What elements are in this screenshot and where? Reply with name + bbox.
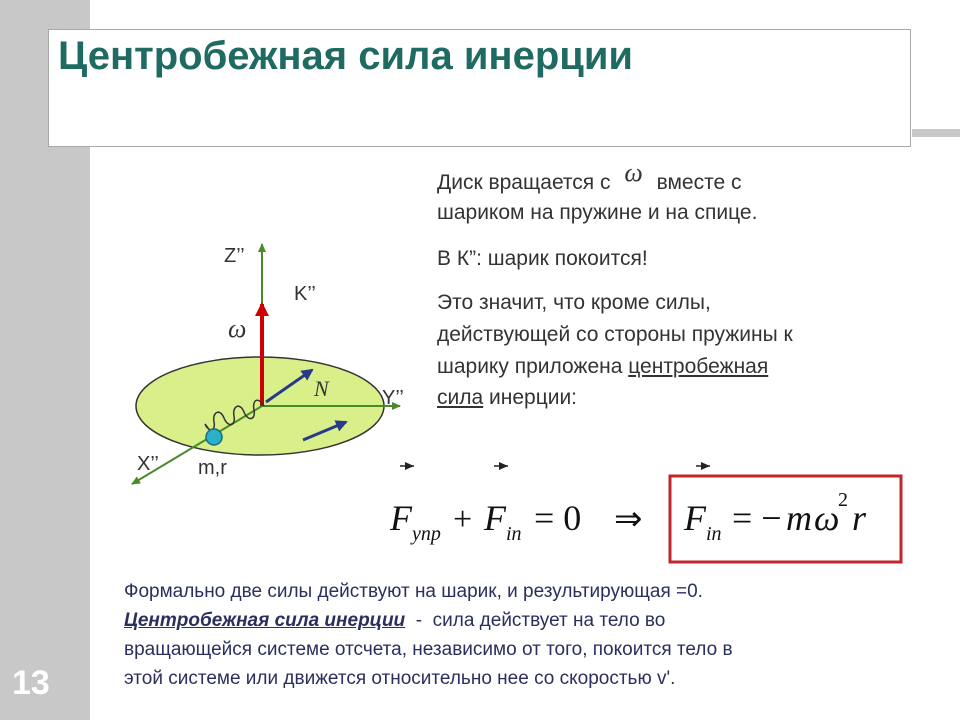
mass-radius-label: m,r [198,457,227,479]
bottom-paragraph [124,577,733,693]
p3-line4-plain: инерции: [483,386,578,409]
centrifugal-link-part2[interactable]: сила [437,386,484,409]
formula-implies: ⇒ [614,499,643,539]
formula-f-in: F [484,498,506,538]
ball [206,429,222,445]
p1-omega: ω [624,158,643,187]
result-square: 2 [838,489,848,511]
result-r: r [852,498,867,538]
z-axis-label: Z’’ [224,245,245,267]
formula-sub-upr: упр [412,523,441,545]
paragraph-force-line4 [437,383,577,412]
p1-text-b: вместе с [656,171,742,194]
bottom-line2 [124,606,733,635]
formula [389,466,901,562]
formula-f-upr: F [390,498,412,538]
result-f-in: F [684,498,706,538]
x-axis-label: X’’ [137,453,159,475]
paragraph-disk-rotation-line2: шариком на пружине и на спице. [437,201,758,224]
result-sub-in: in [706,523,722,545]
bottom-term: Центробежная сила инерции [124,610,406,631]
formula-plus: + [453,501,473,538]
result-omega: ω [814,498,840,538]
bottom-line3: вращающейся системе отсчета, независимо от того, покоится тело в [124,639,733,660]
slide-number: 13 [12,664,50,702]
centrifugal-link-part1[interactable]: центробежная [628,355,769,378]
y-axis-label: Y’’ [382,387,404,409]
bottom-line4: этой системе или движется относительно нее со скоростью v'. [124,668,676,689]
formula-sub-in: in [506,523,522,545]
paragraph-force-line3 [437,352,768,381]
p1-text-a: Диск вращается с [437,171,611,194]
p3-line3-plain: шарику приложена [437,355,629,378]
paragraph-force-line2: действующей со стороны пружины к [437,323,793,346]
paragraph-force-line1: Это значит, что кроме силы, [437,291,711,314]
normal-force-label: N [314,376,329,401]
slide-title: Центробежная сила инерции [58,34,634,78]
omega-label: ω [228,314,247,343]
bottom-line2-rest: - сила действует на тело во [405,610,666,631]
result-m: m [786,498,812,538]
k-frame-label: K’’ [294,283,316,305]
bottom-line1: Формально две силы действуют на шарик, и результирующая =0. [124,581,703,602]
result-eq-minus: = − [732,498,782,538]
paragraph-frame-rest: В К”: шарик покоится! [437,247,648,270]
formula-eq-zero: = 0 [534,498,582,538]
paragraph-disk-rotation-line1 [437,158,742,197]
